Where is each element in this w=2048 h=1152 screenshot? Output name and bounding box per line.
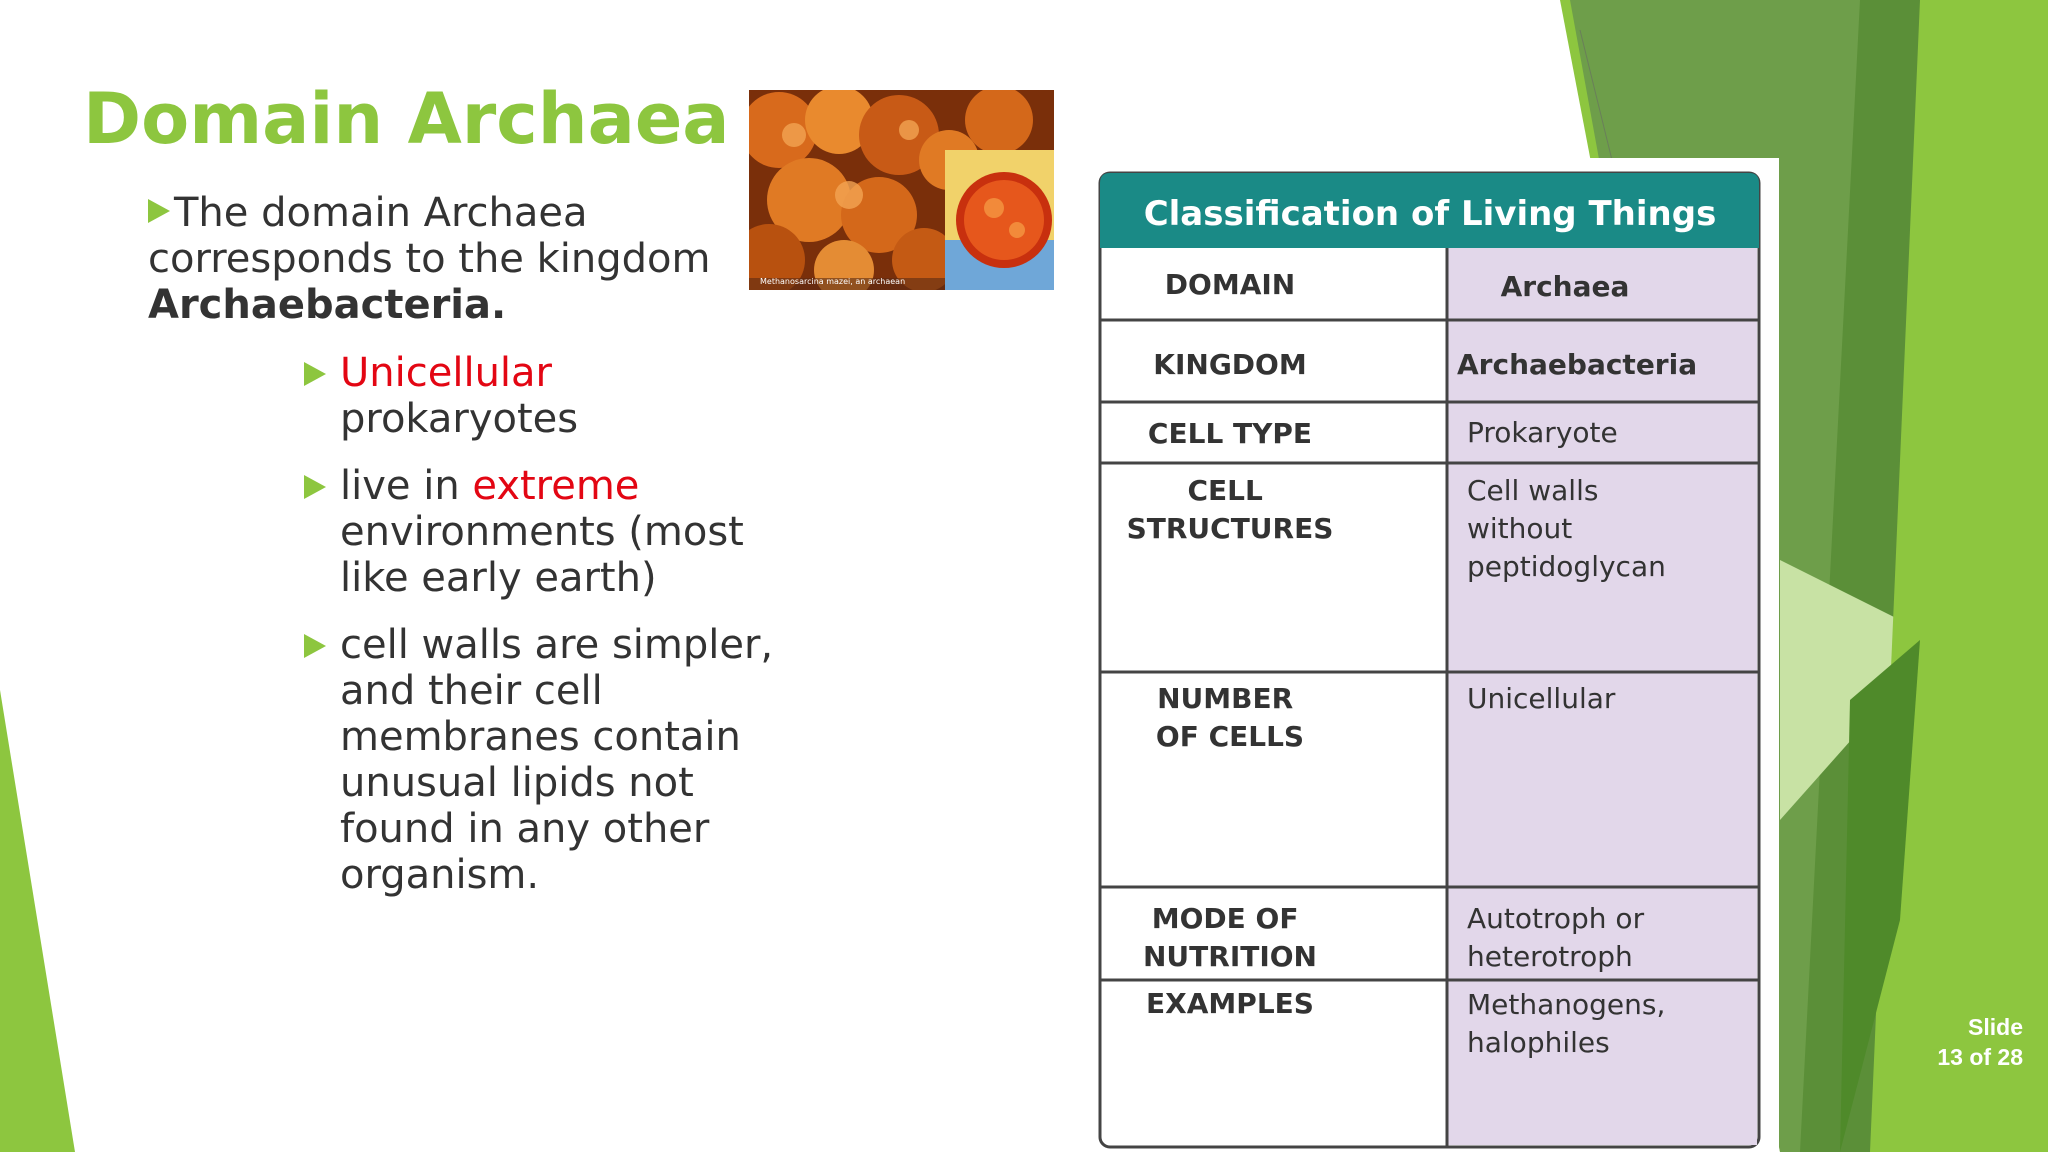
archaea-micrograph-image bbox=[749, 90, 1054, 290]
bullet-arrow-icon bbox=[304, 634, 326, 658]
sub-bullet-extreme bbox=[300, 463, 780, 601]
bullet-highlight: Unicellular bbox=[340, 350, 552, 396]
value-line: peptidoglycan bbox=[1467, 550, 1666, 583]
image-caption: Methanosarcina mazei, an archaean bbox=[760, 277, 906, 286]
value-line: Methanogens, bbox=[1467, 988, 1666, 1021]
intro-bullet bbox=[148, 190, 748, 328]
row-value-cell-type: Prokaryote bbox=[1467, 416, 1618, 449]
bullet-text: cell walls are simpler, and their cell membranes contain unusual lipids not found in any other organism. bbox=[340, 622, 774, 898]
bullet-arrow-icon bbox=[304, 475, 326, 499]
intro-emphasis: Archaebacteria. bbox=[148, 282, 507, 328]
label-line: NUMBER bbox=[1157, 682, 1294, 715]
row-label-examples: EXAMPLES bbox=[1146, 987, 1314, 1020]
bullet-arrow-icon bbox=[148, 199, 170, 223]
slide-number-label: Slide bbox=[1968, 1014, 2023, 1040]
row-label-domain: DOMAIN bbox=[1164, 268, 1296, 301]
left-green-sliver bbox=[0, 690, 75, 1152]
table-title: Classification of Living Things bbox=[1143, 194, 1717, 234]
label-line: STRUCTURES bbox=[1126, 512, 1334, 545]
label-line: NUTRITION bbox=[1142, 940, 1318, 973]
sub-bullet-cell-walls bbox=[300, 622, 780, 898]
row-value-kingdom: Archaebacteria bbox=[1457, 348, 1698, 381]
label-line: OF CELLS bbox=[1155, 720, 1305, 753]
slide-number bbox=[1937, 1012, 2023, 1072]
label-line: CELL bbox=[1187, 474, 1263, 507]
sub-bullet-list bbox=[300, 350, 780, 919]
value-line: Autotroph or bbox=[1467, 902, 1645, 935]
slide-title: Domain Archaea bbox=[83, 78, 730, 160]
row-label-kingdom: KINGDOM bbox=[1153, 348, 1307, 381]
classification-table-frame bbox=[1085, 158, 1779, 1152]
value-line: heterotroph bbox=[1467, 940, 1633, 973]
value-line: without bbox=[1467, 512, 1573, 545]
row-value-domain: Archaea bbox=[1500, 270, 1630, 303]
bullet-highlight: extreme bbox=[472, 463, 640, 509]
bullet-text: prokaryotes bbox=[340, 396, 579, 442]
sub-bullet-unicellular bbox=[300, 350, 780, 442]
row-value-number-of-cells: Unicellular bbox=[1467, 682, 1616, 715]
row-label-cell-type: CELL TYPE bbox=[1147, 417, 1313, 450]
classification-table bbox=[1085, 158, 1779, 1152]
bullet-text-after: environments (most like early earth) bbox=[340, 509, 744, 601]
value-line: Cell walls bbox=[1467, 474, 1599, 507]
slide-number-value: 13 of 28 bbox=[1937, 1044, 2023, 1070]
bullet-text-before: live in bbox=[340, 463, 460, 509]
label-line: MODE OF bbox=[1151, 902, 1299, 935]
value-line: halophiles bbox=[1467, 1026, 1610, 1059]
intro-text: The domain Archaea corresponds to the kingdom bbox=[148, 190, 711, 282]
bullet-arrow-icon bbox=[304, 362, 326, 386]
